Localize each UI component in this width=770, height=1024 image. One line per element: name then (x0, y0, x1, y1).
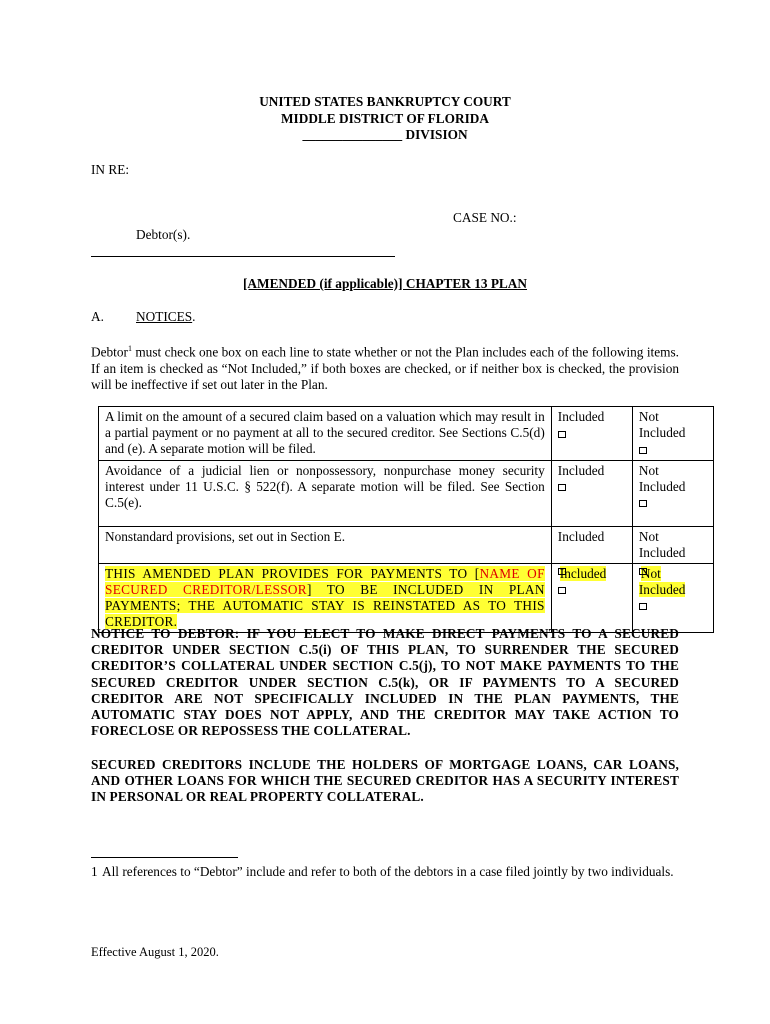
intro-word: Debtor (91, 344, 128, 360)
plan-title: [AMENDED (if applicable)] CHAPTER 13 PLAN (242, 276, 528, 291)
footnote-number: 1 (91, 864, 98, 879)
included-label: Included (559, 566, 607, 581)
not-included-label: Not Included (638, 409, 686, 440)
not-included-checkbox[interactable] (639, 568, 647, 575)
included-cell (551, 407, 632, 461)
included-cell (551, 461, 632, 527)
notices-period: . (192, 309, 196, 324)
amended-desc-part1: THIS AMENDED PLAN PROVIDES FOR PAYMENTS TO [ (105, 566, 480, 581)
debtors-label: Debtor(s). (136, 227, 191, 242)
not-included-cell (632, 461, 713, 527)
included-label: Included (557, 463, 605, 478)
not-included-label: Not Included (638, 529, 686, 560)
notice-to-debtor: NOTICE TO DEBTOR: IF YOU ELECT TO MAKE DIRECT PAYMENTS TO A SECURED CREDITOR UNDER SECTION C.5(i) OF THIS PLAN, TO SURRENDER THE SECURED CREDITOR’S COLLATERAL UNDER SECTION C.5(j), TO NOT MAKE PAYMENTS TO THE SECURED CREDITOR UNDER SECTION C.5(k), OR IF PAYMENTS TO A SECURED CREDITOR ARE NOT SPECIFICALLY INCLUDED IN THE PLAN PAYMENTS, THE AUTOMATIC STAY DOES NOT APPLY, AND THE CREDITOR MAY TAKE ACTION TO FORECLOSE OR REPOSSESS THE COLLATERAL. (91, 626, 679, 739)
not-included-label: Not Included (638, 463, 686, 494)
court-name: UNITED STATES BANKRUPTCY COURT (259, 94, 511, 109)
section-a-heading (136, 309, 195, 325)
in-re-label: IN RE: (91, 162, 130, 177)
plan-options-table (98, 406, 714, 633)
included-cell (551, 564, 632, 633)
included-label: Included (557, 529, 605, 544)
section-a-number: A. (91, 309, 104, 324)
not-included-cell (632, 564, 713, 633)
footnote-rule (91, 857, 238, 858)
caption-rule (91, 256, 395, 257)
included-checkbox[interactable] (558, 587, 566, 594)
included-checkbox[interactable] (558, 484, 566, 491)
notices-heading: NOTICES (136, 309, 193, 324)
footnote (91, 864, 679, 881)
division-line: _______________ DIVISION (302, 127, 468, 142)
included-label: Included (557, 409, 605, 424)
row-description (99, 564, 552, 633)
intro-text: must check one box on each line to state whether or not the Plan includes each of the following items. If an item is checked as “Not Included,” if both boxes are checked, or if neither box is checked, the provision will be ineffective if set out later in the Plan. (91, 344, 679, 393)
footnote-text: All references to “Debtor” include and refer to both of the debtors in a case filed jointly by two individuals. (102, 864, 674, 879)
intro-paragraph (91, 341, 679, 393)
case-number-label: CASE NO.: (453, 210, 517, 225)
row-description: A limit on the amount of a secured claim based on a valuation which may result in a partial payment or no payment at all to the secured creditor. See Sections C.5(d) and (e). A separate motion will be filed. (99, 407, 552, 461)
table-row (99, 527, 714, 564)
district-name: MIDDLE DISTRICT OF FLORIDA (281, 111, 489, 126)
not-included-checkbox[interactable] (639, 603, 647, 610)
table-row (99, 461, 714, 527)
row-description: Nonstandard provisions, set out in Section E. (99, 527, 552, 564)
included-checkbox[interactable] (558, 431, 566, 438)
row-description: Avoidance of a judicial lien or nonpossessory, nonpurchase money security interest under 11 U.S.C. § 522(f). A separate motion will be filed. See Section C.5(e). (99, 461, 552, 527)
footnote-ref: 1 (127, 344, 132, 353)
not-included-label: Not Included (638, 566, 686, 597)
table-row (99, 407, 714, 461)
effective-date: Effective August 1, 2020. (91, 945, 219, 959)
included-cell (551, 527, 632, 564)
not-included-checkbox[interactable] (639, 447, 647, 454)
not-included-checkbox[interactable] (639, 500, 647, 507)
creditor-name-placeholder: NAME OF SECURED CREDITOR/LESSOR (105, 566, 545, 597)
secured-creditors-notice: SECURED CREDITORS INCLUDE THE HOLDERS OF MORTGAGE LOANS, CAR LOANS, AND OTHER LOANS FOR WHICH THE SECURED CREDITOR HAS A SECURITY INTEREST IN PERSONAL OR REAL PROPERTY COLLATERAL. (91, 757, 679, 805)
amended-desc-part2: ] TO BE INCLUDED IN PLAN PAYMENTS; THE AUTOMATIC STAY IS REINSTATED AS TO THIS CREDITOR. (105, 582, 545, 629)
not-included-cell (632, 407, 713, 461)
included-checkbox[interactable] (558, 568, 566, 575)
not-included-cell (632, 527, 713, 564)
table-row (99, 564, 714, 633)
